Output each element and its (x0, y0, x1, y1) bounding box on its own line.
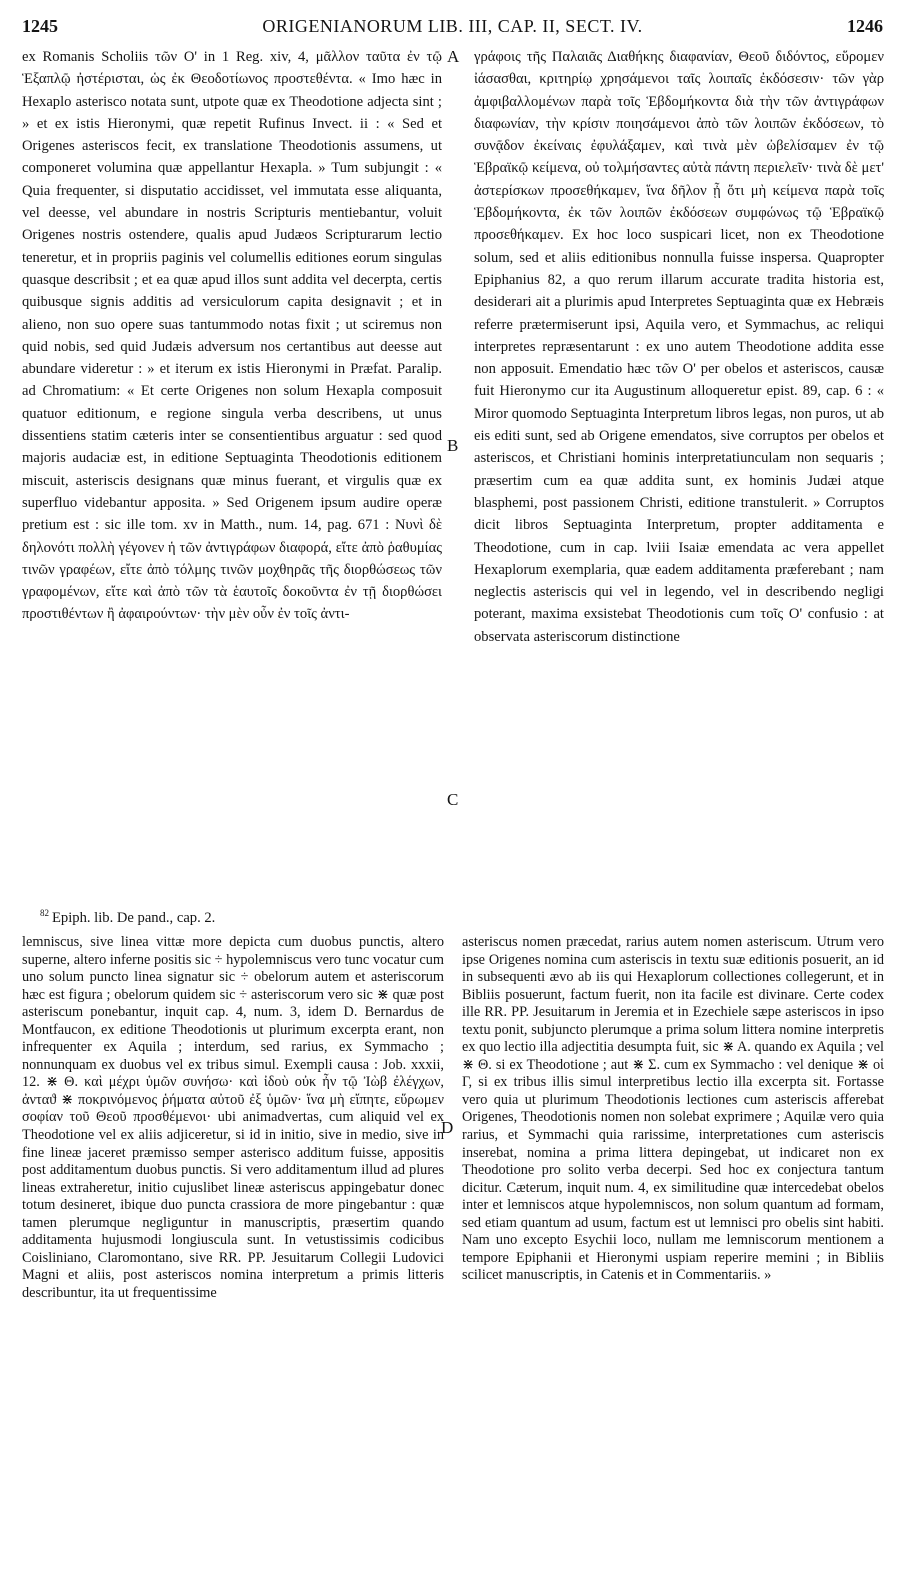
footnote-text: Epiph. lib. De pand., cap. 2. (52, 909, 216, 926)
bottom-left-paragraph: lemniscus, sive linea vittæ more depicta cum duobus punctis, altero superne, altero inferne positis sic ÷ hypolemniscus vero tunc vocatur cum uno solum puncto linea signatur sic ÷ obelorum autem et asteriscorum hæc est figura ; obelorum quidem sic ÷ asteriscorum vero sic ⋇ quæ post asteriscum ponebantur, inquit cap. 4, num. 3, idem D. Bernardus de Montfaucon, ex editione Theodotionis ut plurimum excerpta erant, non infrequenter ex Aquila ; interdum, sed rarius, ex Symmacho ; nonnunquam ex duobus vel ex tribus simul. Exempli causa : Job. xxxii, 12. ⋇ Θ. καὶ μέχρι ὑμῶν συνήσω· καὶ ἰδοὺ οὐκ ἦν τῷ Ἰὼβ ἐλέγχων, ἀνταϑ ⋇ ποκρινόμενος ῥήματα αὐτοῦ ἐξ ὑμῶν· ἵνα μὴ εἴπητε, εὕρωμεν σοφίαν τοῦ Θεοῦ προσθέμενοι· ubi animadvertas, cum aliquid vel ex Theodotione vel ex aliis adjiceretur, si id in initio, sive in medio, sive in fine lineæ jaceret præmisso semper asterisco additum fuisse, appositis post additamentum duobus punctis. Si vero additamentum illud ad plures lineas extraheretur, initio cujuslibet lineæ asteriscus appingebatur donec totum desineret, ibique duo puncta crassiora de more pingebantur : quæ tamen plerumque negliguntur in manuscriptis, præsertim quando additamenta hujusmodi longiuscula sunt. In vetustissimis codicibus Coisliniano, Claromontano, sive RR. PP. Jesuitarum Collegii Ludovici Magni et aliis, post asteriscos nomina interpretum a primis litteris describuntur, ita ut frequentissime (22, 934, 444, 1301)
running-title: ORIGENIANORUM LIB. III, CAP. II, SECT. IV. (262, 16, 643, 36)
page-number-right: 1246 (847, 16, 883, 36)
top-right-column (474, 46, 884, 648)
margin-marker-a: A (447, 47, 460, 66)
footnote (40, 908, 460, 927)
page-header (22, 16, 883, 44)
bottom-right-paragraph: asteriscus nomen præcedat, rarius autem nomen asteriscum. Utrum vero ipse Origenes nomina cum asteriscis in textu suæ editionis posuerit, an id in subsequenti ævo ab iis qui Hexaplorum collectiones collegerunt, et in Bibliis posuerunt, factum fuerit, non ita facile est divinare. Certe codex ille RR. PP. Jesuitarum in Jeremia et in Ezechiele sæpe asteriscos in ipso textu ponit, subjuncto plerumque a prima solum littera nomine interpretis ex quo lectio illa adjectitia desumpta fuit, sic ⋇ A. quando ex Aquila ; vel ⋇ Θ. si ex Theodotione ; aut ⋇ Σ. cum ex Symmacho : vel denique ⋇ οἱ Γ, si ex tribus illis simul interpretibus lectio illa excerpta sit. Fortasse vero quia ut plurimum Theodotionis lectiones cum asteriscis afferebat Origenes, Theodotionis nomen non solebat exprimere ; Aquilæ vero quia rarius, et Symmachi quia rarissime, interpretationes cum asteriscis inserebat, nomina a prima littera depingebat, ut indicaret non ex Theodotione pro solito verba decerpi. Sed hoc ex conjectura tantum dicitur. Cæterum, inquit num. 4, ex similitudine quæ intercedebat obelos inter et lemniscos atque hypolemniscos, non solum quantum ad formam, sed etiam quantum ad usum, factum est ut lemnisci pro obelis sint habiti. Nam uno excepto Esychii loco, nullam me lemniscorum mentionem a tempore Epiphanii et Hieronymi uspiam reperire memini ; in Bibliis scilicet manuscriptis, in Catenis et in Commentariis. » (462, 934, 884, 1284)
margin-marker-b: B (447, 436, 459, 455)
page-number-left: 1245 (22, 16, 58, 36)
bottom-left-column (22, 934, 444, 1302)
margin-marker-c: C (447, 790, 459, 809)
margin-marker-d: D (441, 1118, 454, 1137)
top-left-column (22, 46, 442, 626)
top-right-paragraph: γράφοις τῆς Παλαιᾶς Διαθήκης διαφανίαν, Θεοῦ διδόντος, εὕρομεν ἰάσασθαι, κριτηρίῳ χρησάμενοι ταῖς λοιπαῖς ἐκδόσεσιν· τῶν γὰρ ἀμφιβαλλομένων παρὰ τοῖς Ἑβδομήκοντα διὰ τὴν τῶν ἀντιγράφων διαφωνίαν, τὴν κρίσιν ποιησάμενοι ἀπὸ τῶν λοιπῶν ἐκδόσεων, τὸ συνᾷδον ἐκείναις ἐφυλάξαμεν, καὶ τινὰ μὲν ὠβελίσαμεν ἐν τῷ Ἑβραϊκῷ κείμενα, οὐ τολμήσαντες αὐτὰ πάντη περιελεῖν· τινὰ δὲ μετ' ἀστερίσκων προσεθήκαμεν, ἵνα δῆλον ᾖ ὅτι μὴ κείμενα παρὰ τοῖς Ἑβδομήκοντα, ἐκ τῶν λοιπῶν ἐκδόσεων συμφώνως τῷ Ἑβραϊκῷ προσεθήκαμεν. Ex hoc loco suspicari licet, non ex Theodotione solum, sed et aliis editionibus nonnulla fuisse inspersa. Quapropter Epiphanius 82, a quo rerum illarum accurate tradita historia est, desiderari ait a plurimis apud Interpretes Septuaginta quæ ex Hebræis referre prætermiserunt ipsi, Aquila vero, et Symmachus, ac reliqui interpretes repræsentarunt : ex uno autem Theodotione addita esse non apposuit. Emendatio hæc τῶν Ο' per obelos et asteriscos, causæ fuit Hieronymo cur ita Augustinum alloqueretur epist. 89, cap. 6 : « Miror quomodo Septuaginta Interpretum libros legas, non puros, ut ab eis editi sunt, sed ab Origene emendatos, sive corruptos per obelos et asteriscos, et Christiani hominis interpretatiunculam non sequaris ; præsertim cum ea quæ addita sunt, ex hominis Judæi atque blasphemi, post passionem Christi, editione transtulerit. » Corruptos dicit libros Septuaginta Interpretum, propter additamenta e Theodotione, cum in cap. lviii Isaiæ emendata ac vera appellet Hexaplorum exemplaria, quæ eadem additamenta præferebant ; nam neglectis asteriscis qui vel in legendo, vel in describendo negligi poterant, maxima exsistebat Theodotionis cum τοῖς Ο' confusio : at observata asteriscorum distinctione (474, 49, 884, 645)
top-left-paragraph: ex Romanis Scholiis τῶν Ο' in 1 Reg. xiv, 4, μᾶλλον ταῦτα ἐν τῷ Ἑξαπλῷ ἠστέρισται, ὡς ἐκ Θεοδοτίωνος προστεθέντα. « Imo hæc in Hexaplo asterisco notata sunt, utpote quæ ex Theodotione adjecta sint ; » et ex istis Hieronymi, quæ repetit Rufinus Invect. ii : « Sed et Origenes asteriscos fecit, ex translatione Theodotionis assumens, ut componeret volumina quæ appellantur Hexapla. » Tum subjungit : « Quia frequenter, si disputatio accidisset, vel immutata esse aliquanta, vel deesse, vel abundare in nostris Scripturis mentiebantur, voluit Origenes nostris ostendere, qualis apud Judæos Scripturarum lectio teneretur, et in propriis paginis vel columellis editiones eorum singulas quasque describsit ; et ea quæ apud illos sunt addita vel decerpta, certis quibusque signis additis ad versiculorum capita designavit ; et in alieno, non suo opere suas tantummodo notas fixit ; ut sciremus non quid nobis, sed quid Judæis adversum nos certantibus aut deesse aut abundare videretur : » et iterum ex istis Hieronymi in Præfat. Paralip. ad Chromatium: « Et certe Origenes non solum Hexapla composuit quatuor editionum, e regione singula verba describens, ut unus dissentiens statim cæteris inter se consentientibus arguatur : sed quod majoris audaciæ est, in editione Septuaginta Theodotionis editionem miscuit, asteriscis designans quæ minus fuerant, et virgulis quæ ex superfluo videbantur apposita. » Sed Origenem ipsum audire operæ pretium est : sic ille tom. xv in Matth., num. 14, pag. 671 : Νυνὶ δὲ δηλονότι πολλὴ γέγονεν ἡ τῶν ἀντιγράφων διαφορά, εἴτε ἀπὸ ῥαθυμίας τινῶν γραφέων, εἴτε ἀπὸ τόλμης τινῶν μοχθηρᾶς τῆς διορθώσεως τῶν γραφομένων, εἴτε καὶ ἀπὸ τῶν τὰ ἑαυτοῖς δοκοῦντα ἐν τῇ διορθώσει προστιθέντων ἢ ἀφαιρούντων· τὴν μὲν οὖν ἐν τοῖς ἀντι- (22, 49, 442, 623)
bottom-right-column (462, 934, 884, 1285)
footnote-number: 82 (40, 908, 49, 918)
